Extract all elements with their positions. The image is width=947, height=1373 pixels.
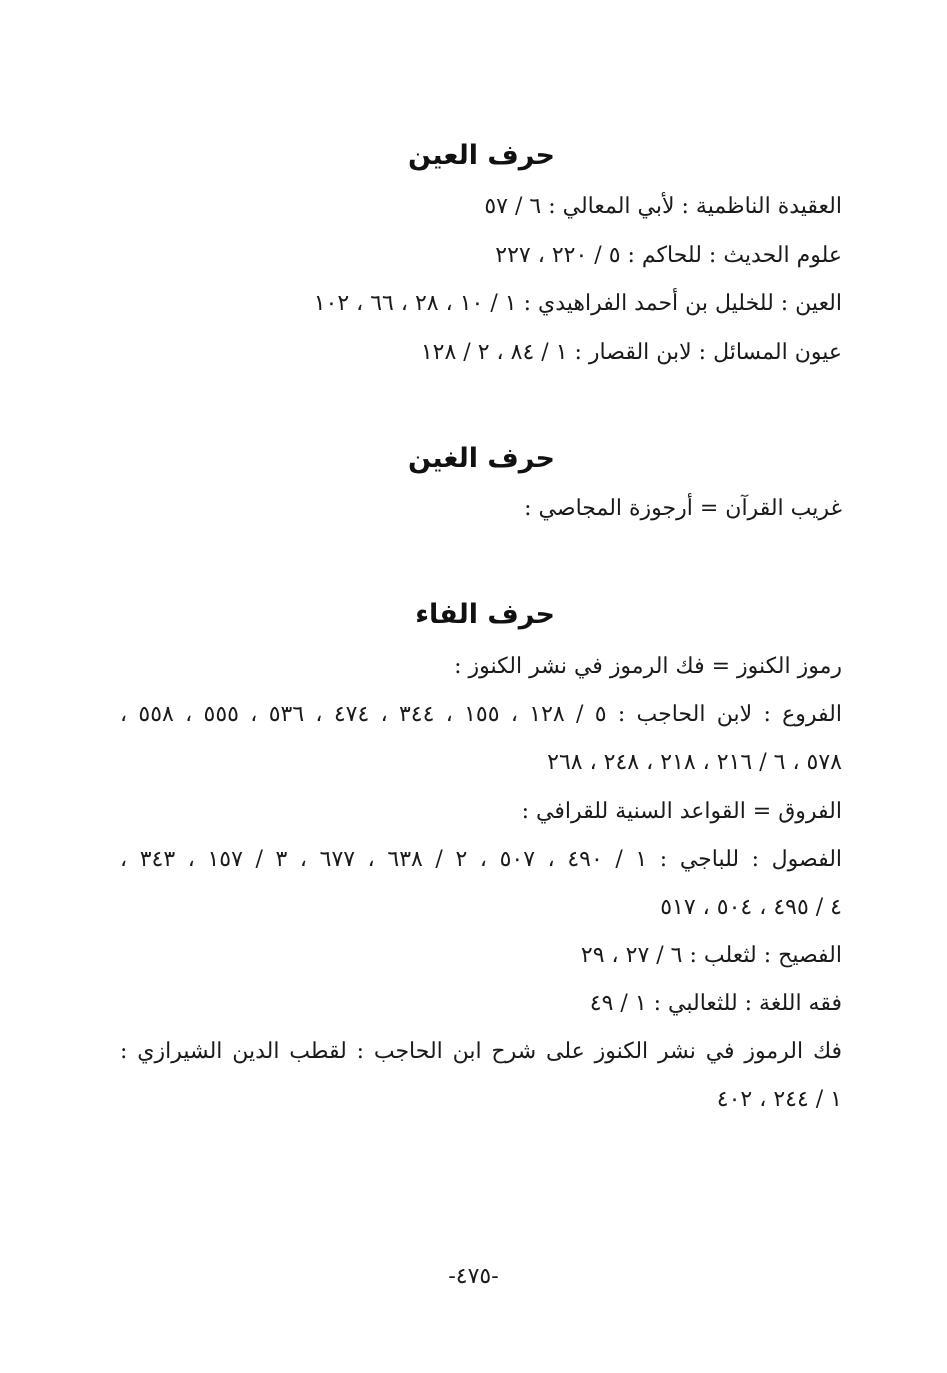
- entry-line: ٤ / ٤٩٥ ، ٥٠٤ ، ٥١٧: [660, 895, 842, 920]
- section-heading-fa: حرف الفاء: [415, 599, 555, 630]
- section-heading-ghain: حرف الغين: [408, 443, 555, 474]
- section-heading-ain: حرف العين: [408, 140, 555, 171]
- entry-line: الفروع : لابن الحاجب : ٥ / ١٢٨ ، ١٥٥ ، ٣٤٤ ، ٤٧٤ ، ٥٣٦ ، ٥٥٥ ، ٥٥٨ ،: [120, 702, 842, 727]
- entry-line: فقه اللغة : للثعالبي : ١ / ٤٩: [589, 991, 842, 1016]
- entry-line: ١ / ٢٤٤ ، ٤٠٢: [716, 1087, 842, 1112]
- entry-line: العين : للخليل بن أحمد الفراهيدي : ١ / ١٠ ، ٢٨ ، ٦٦ ، ١٠٢: [313, 291, 842, 316]
- entry-line: علوم الحديث : للحاكم : ٥ / ٢٢٠ ، ٢٢٧: [495, 243, 842, 268]
- entry-line: غريب القرآن = أرجوزة المجاصي :: [524, 496, 842, 521]
- page-number: -٤٧٥-: [448, 1264, 499, 1289]
- entry-line: عيون المسائل : لابن القصار : ١ / ٨٤ ، ٢ / ١٢٨: [420, 340, 842, 365]
- entry-line: الفصول : للباجي : ١ / ٤٩٠ ، ٥٠٧ ، ٢ / ٦٣٨ ، ٦٧٧ ، ٣ / ١٥٧ ، ٣٤٣ ،: [120, 847, 843, 872]
- entry-line: ٥٧٨ ، ٦ / ٢١٦ ، ٢١٨ ، ٢٤٨ ، ٢٦٨: [547, 750, 842, 775]
- entry-line: الفروق = القواعد السنية للقرافي :: [521, 799, 842, 824]
- entry-line: رموز الكنوز = فك الرموز في نشر الكنوز :: [454, 654, 842, 679]
- entry-line: الفصيح : لثعلب : ٦ / ٢٧ ، ٢٩: [580, 943, 842, 968]
- entry-line: فك الرموز في نشر الكنوز على شرح ابن الحاجب : لقطب الدين الشيرازي :: [120, 1039, 842, 1064]
- entry-line: العقيدة الناظمية : لأبي المعالي : ٦ / ٥٧: [484, 194, 842, 219]
